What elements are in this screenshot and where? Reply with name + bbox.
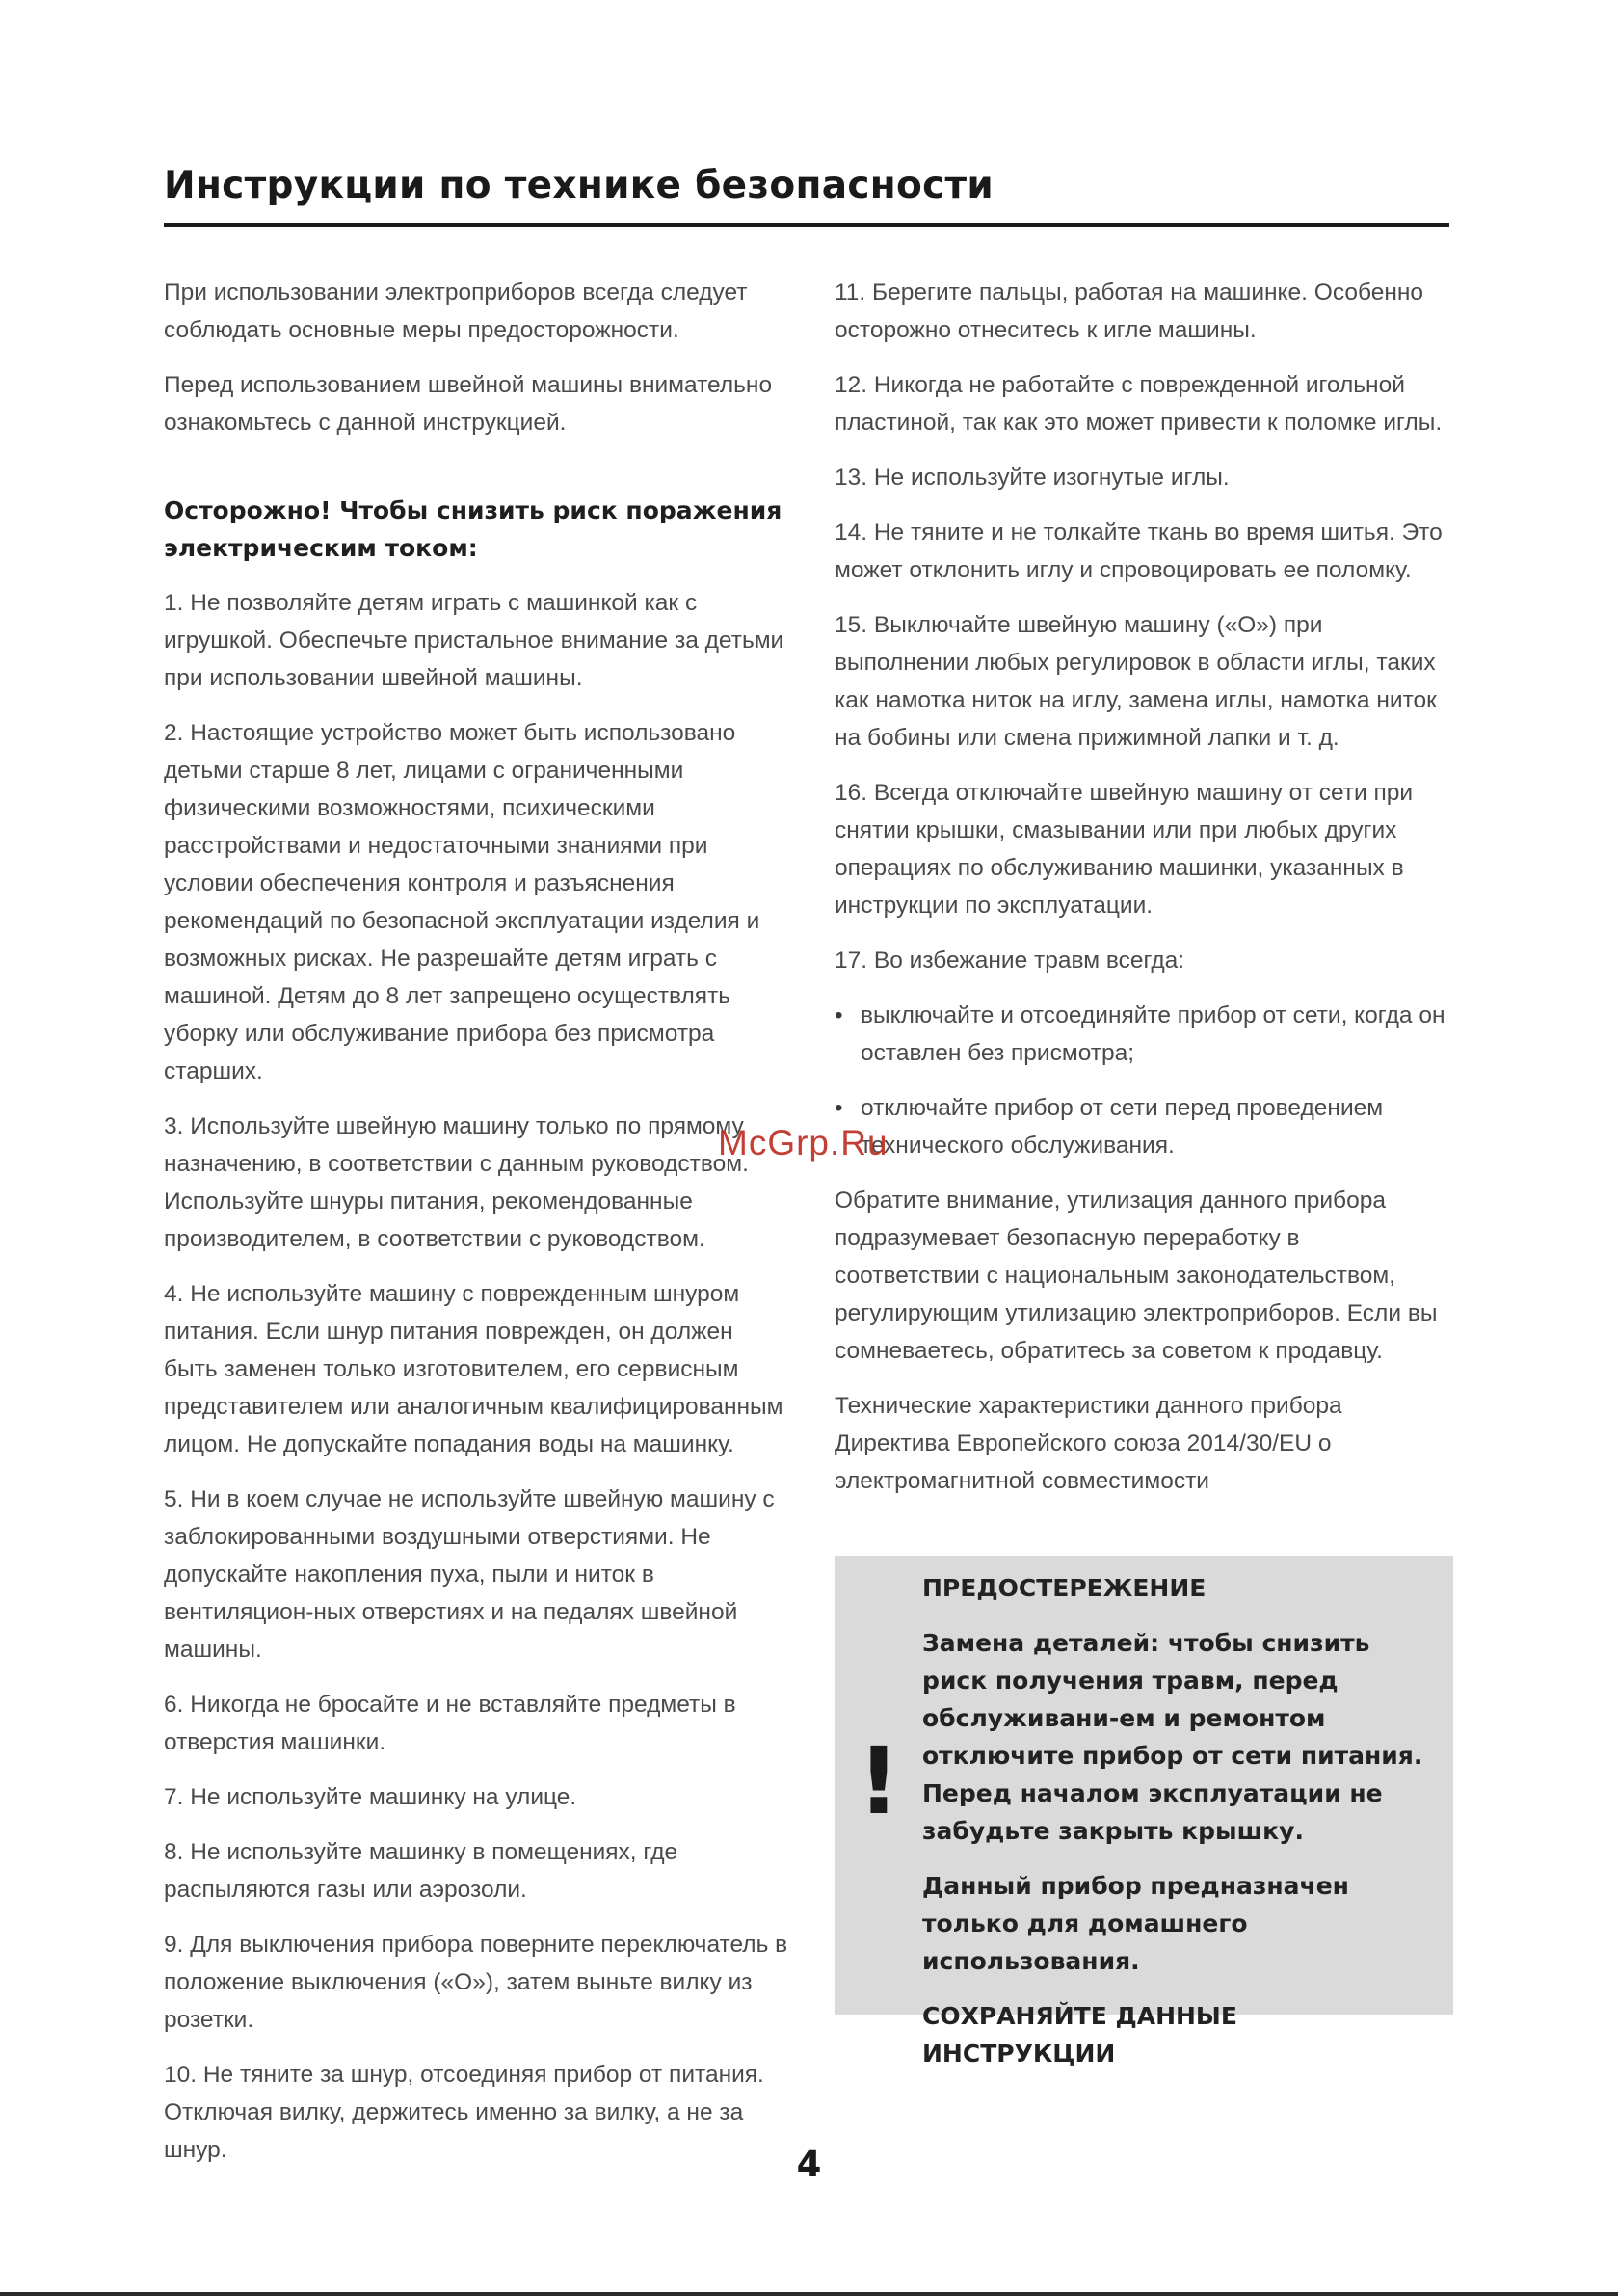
- safety-item-11: 11. Берегите пальцы, работая на машинке. Особенно осторожно отнеситесь к игле машины.: [835, 280, 1424, 343]
- page-number: 4: [796, 2144, 822, 2185]
- right-column: [835, 274, 1451, 1517]
- safety-item-1: 1. Не позволяйте детям играть с машинкой как с игрушкой. Обеспечьте пристальное внимание за детьми при использовании швейной машины.: [164, 590, 784, 691]
- safety-item-13: 13. Не используйте изогнутые иглы.: [835, 465, 1230, 491]
- watermark: McGrp.Ru: [718, 1123, 889, 1162]
- bullet-item: [835, 1089, 1451, 1164]
- caution-text: Замена деталей: чтобы снизить риск получения травм, перед обслуживани-ем и ремонтом отключите прибор от сети питания. Перед началом эксплуатации не забудьте закрыть крышку.: [922, 1629, 1423, 1845]
- safety-item-9: 9. Для выключения прибора поверните переключатель в положение выключения («О»), затем выньте вилку из розетки.: [164, 1932, 788, 2033]
- intro-paragraph: Перед использованием швейной машины внимательно ознакомьтесь с данной инструкцией.: [164, 372, 773, 436]
- caution-text: Данный прибор предназначен только для домашнего использования.: [922, 1872, 1349, 1975]
- bullet-icon: •: [835, 1002, 843, 1028]
- bottom-border: [0, 2292, 1618, 2296]
- safety-item-7: 7. Не используйте машинку на улице.: [164, 1784, 577, 1810]
- intro-paragraph: При использовании электроприборов всегда следует соблюдать основные меры предосторожности.: [164, 280, 748, 343]
- warning-heading: Осторожно! Чтобы снизить риск поражения электрическим током:: [164, 496, 782, 562]
- safety-item-17: 17. Во избежание травм всегда:: [835, 948, 1185, 974]
- caution-box: [835, 1556, 1453, 2068]
- title-divider: [164, 223, 1449, 227]
- caution-heading: ПРЕДОСТЕРЕЖЕНИЕ: [922, 1574, 1207, 1602]
- caution-content: [922, 1569, 1433, 2090]
- caution-save-instructions: СОХРАНЯЙТЕ ДАННЫЕ ИНСТРУКЦИИ: [922, 2002, 1237, 2068]
- page-title: Инструкции по технике безопасности: [164, 164, 995, 207]
- safety-item-3: 3. Используйте швейную машину только по прямому назначению, в соответствии с данным руководством. Используйте шнуры питания, рекомендованные производителем, в соответствии с руководством.: [164, 1113, 749, 1252]
- safety-item-5: 5. Ни в коем случае не используйте швейную машину с заблокированными воздушными отверстиями. Не допускайте накопления пуха, пыли и ниток в вентиляцион-ных отверстиях и на педалях швейной машины.: [164, 1486, 775, 1663]
- bullet-text: отключайте прибор от сети перед проведением технического обслуживания.: [861, 1095, 1384, 1159]
- bullet-icon: •: [835, 1095, 843, 1121]
- safety-item-6: 6. Никогда не бросайте и не вставляйте предметы в отверстия машинки.: [164, 1692, 736, 1755]
- safety-item-8: 8. Не используйте машинку в помещениях, где распыляются газы или аэрозоли.: [164, 1839, 678, 1903]
- safety-item-14: 14. Не тяните и не толкайте ткань во время шитья. Это может отклонить иглу и спровоцировать ее поломку.: [835, 520, 1443, 583]
- bullet-text: выключайте и отсоединяйте прибор от сети, когда он оставлен без присмотра;: [861, 1002, 1446, 1066]
- safety-item-15: 15. Выключайте швейную машину («О») при выполнении любых регулировок в области иглы, таких как намотка ниток на иглу, замена иглы, намотка ниток на бобины или смена прижимной лапки и т. д.: [835, 612, 1437, 751]
- left-column: [164, 274, 790, 2186]
- directive-note: Технические характеристики данного прибора Директива Европейского союза 2014/30/EU о электромагнитной совместимости: [835, 1393, 1342, 1494]
- safety-item-16: 16. Всегда отключайте швейную машину от сети при снятии крышки, смазывании или при любых других операциях по обслуживанию машинки, указанных в инструкции по эксплуатации.: [835, 780, 1414, 919]
- safety-item-12: 12. Никогда не работайте с поврежденной игольной пластиной, так как это может привести к поломке иглы.: [835, 372, 1443, 436]
- exclamation-icon: !: [858, 1727, 900, 1835]
- safety-item-10: 10. Не тяните за шнур, отсоединяя прибор от питания. Отключая вилку, держитесь именно за вилку, а не за шнур.: [164, 2062, 764, 2163]
- disposal-note: Обратите внимание, утилизация данного прибора подразумевает безопасную переработку в соответствии с национальным законодательством, регулирующим утилизацию электроприборов. Если вы сомневаетесь, обратитесь за советом к продавцу.: [835, 1188, 1438, 1364]
- bullet-item: [835, 997, 1451, 1072]
- safety-item-4: 4. Не используйте машину с поврежденным шнуром питания. Если шнур питания поврежден, он должен быть заменен только изготовителем, его сервисным представителем или аналогичным квалифицированным лицом. Не допускайте попадания воды на машинку.: [164, 1281, 783, 1457]
- safety-item-2: 2. Настоящие устройство может быть использовано детьми старше 8 лет, лицами с ограниченными физическими возможностями, психическими расстройствами и недостаточными знаниями при условии обеспечения контроля и разъяснения рекомендаций по безопасной эксплуатации изделия и возможных рисках. Не разрешайте детям играть с машиной. Детям до 8 лет запрещено осуществлять уборку или обслуживание прибора без присмотра старших.: [164, 720, 760, 1084]
